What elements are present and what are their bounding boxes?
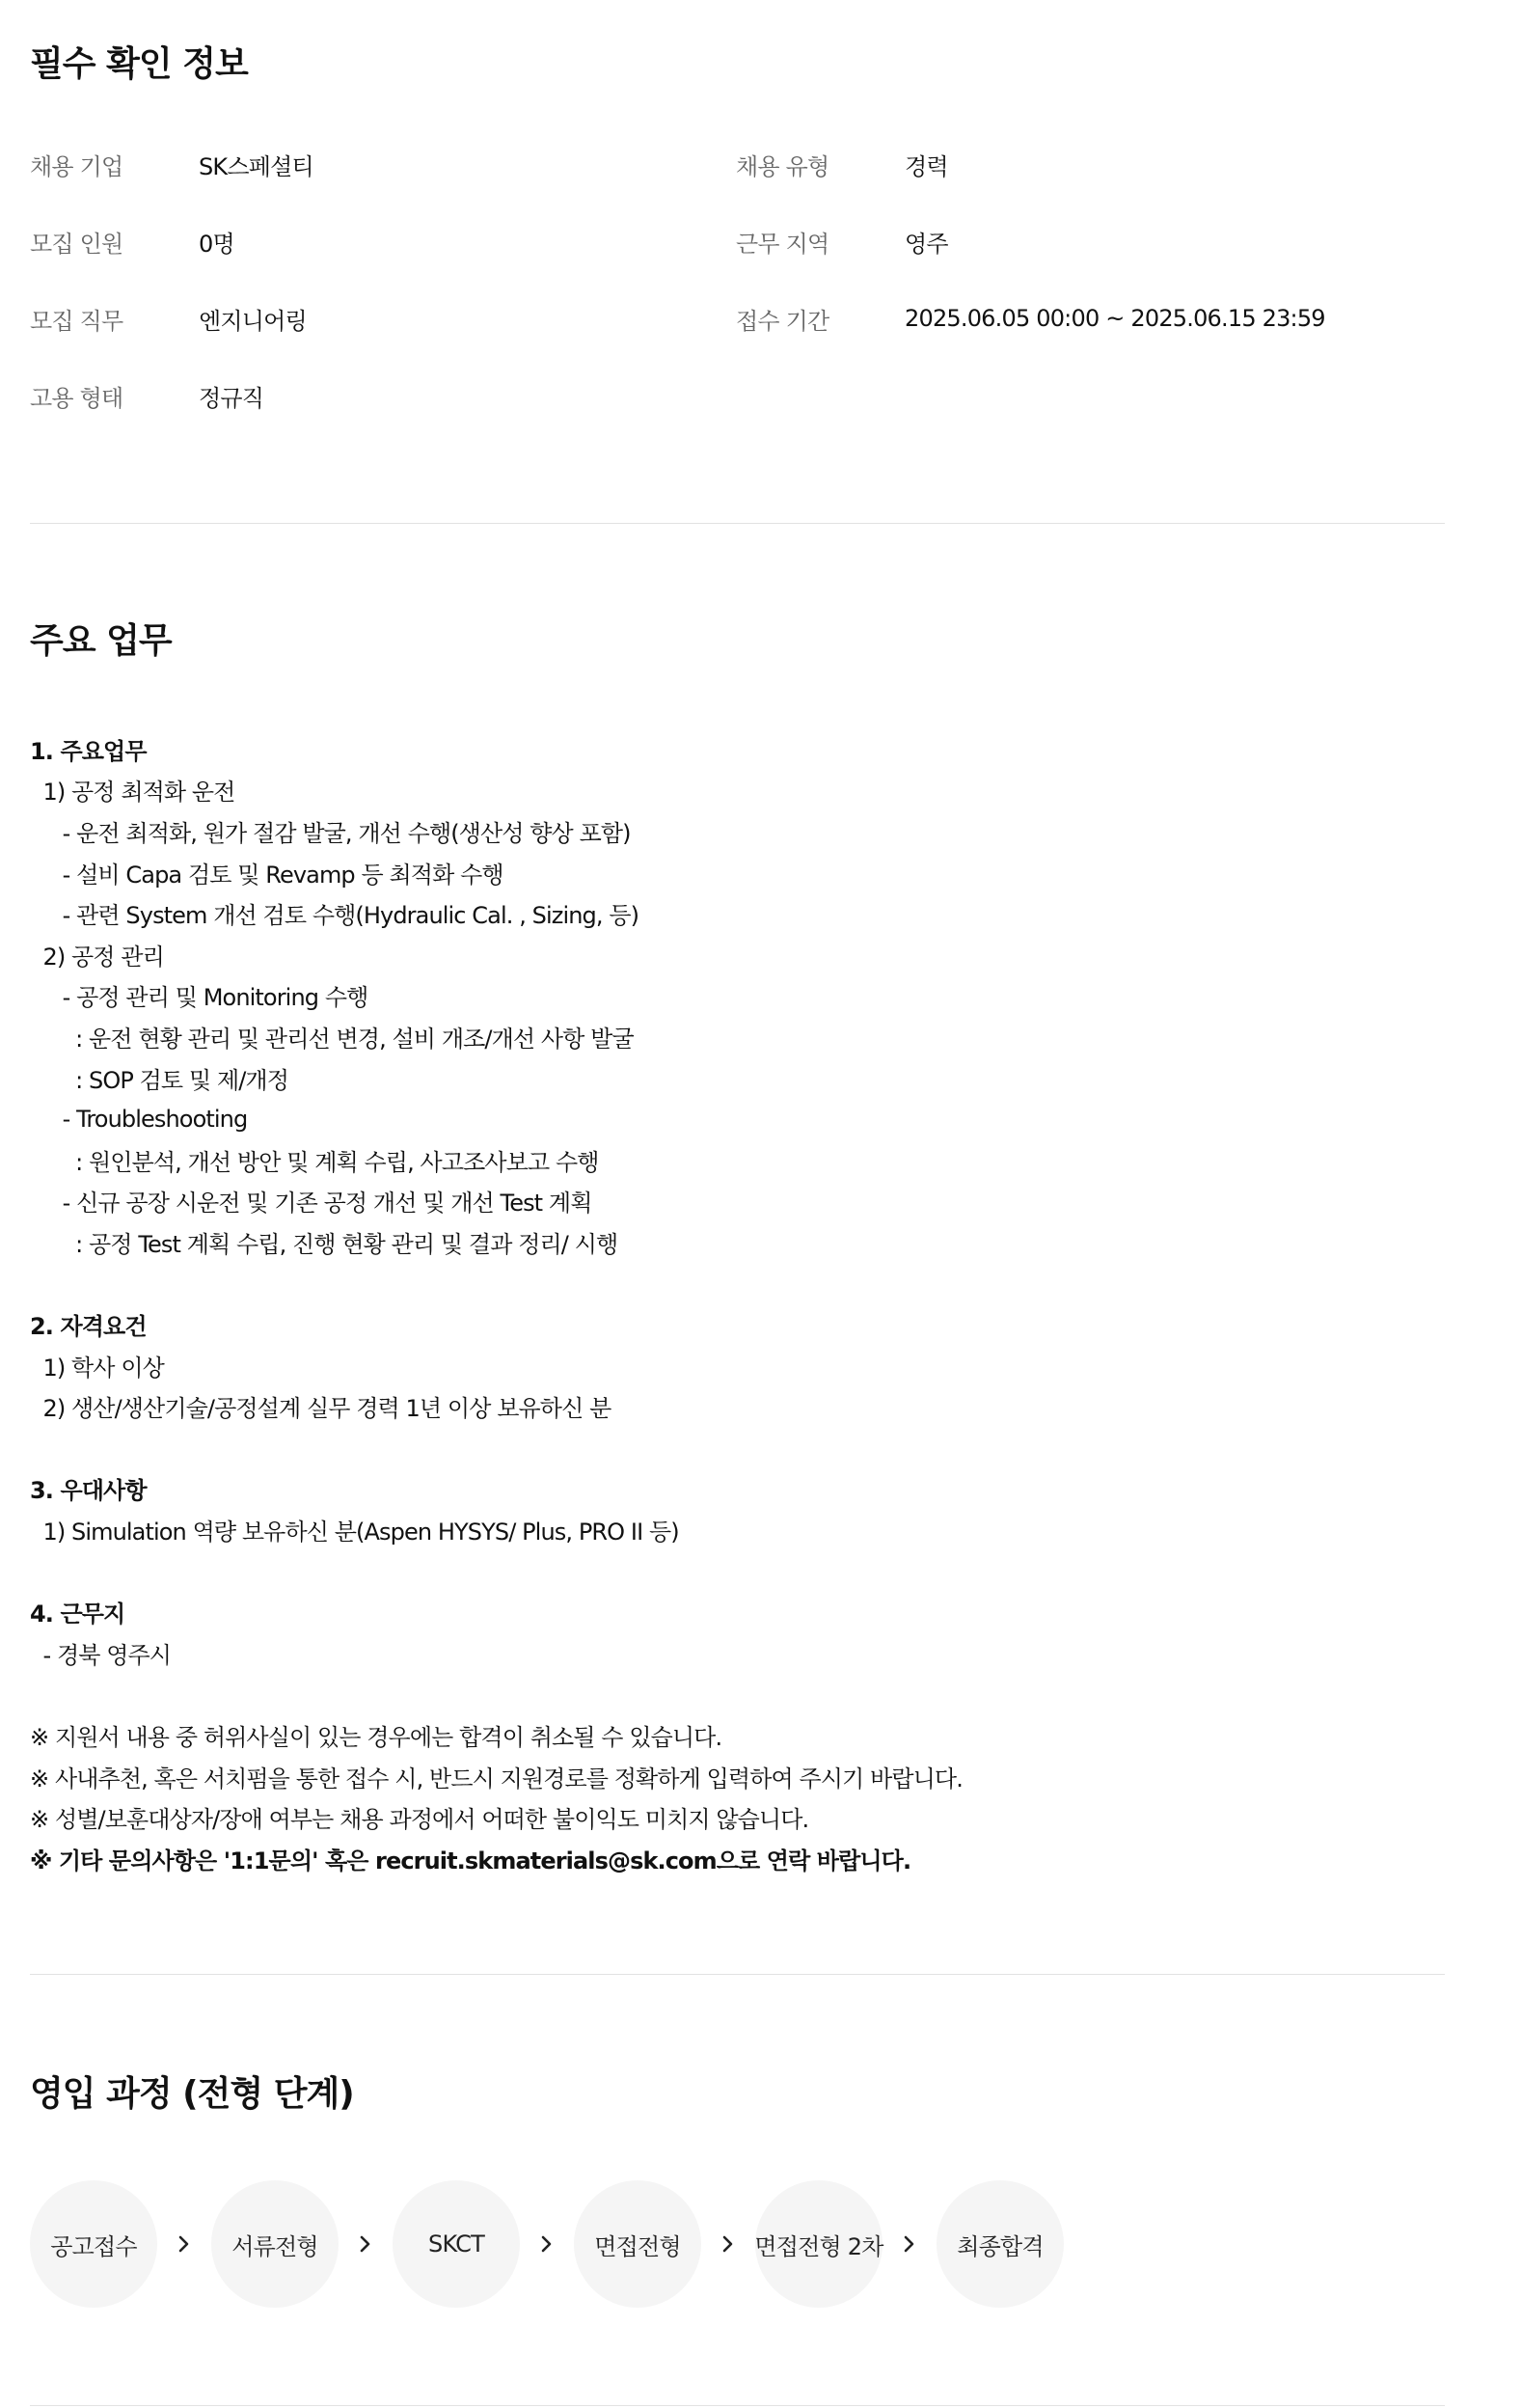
- duties-heading: ※ 기타 문의사항은 '1:1문의' 혹은 recruit.skmaterials@sk.com으로 연락 바랍니다.: [30, 1847, 911, 1874]
- duties-body: [30, 728, 1445, 1879]
- process-step: [393, 2180, 520, 2308]
- blank-line: [30, 1674, 1445, 1715]
- info-label: 채용 기업: [30, 152, 123, 180]
- duties-line: 1) Simulation 역량 보유하신 분(Aspen HYSYS/ Plus, PRO II 등): [30, 1519, 679, 1546]
- duties-line: : SOP 검토 및 제/개정: [30, 1066, 288, 1094]
- section-divider: [30, 1974, 1445, 1975]
- blank-line: [30, 1550, 1445, 1592]
- duties-line: 1) 공정 최적화 운전: [30, 779, 235, 807]
- duties-line: 2) 생산/생산기술/공정설계 실무 경력 1년 이상 보유하신 분: [30, 1395, 611, 1423]
- info-value: 경력: [905, 152, 948, 180]
- duties-line: 1) 학사 이상: [30, 1354, 164, 1382]
- info-label: 접수 기간: [736, 307, 829, 335]
- section-divider: [30, 2405, 1445, 2406]
- duties-line: - Troubleshooting: [30, 1105, 248, 1133]
- duties-heading: 1. 주요업무: [30, 737, 147, 765]
- process-step-label: 최종합격: [937, 2180, 1064, 2308]
- info-value: 영주: [905, 230, 948, 258]
- process-step-label: 서류전형: [211, 2180, 339, 2308]
- duties-line: ※ 사내추천, 혹은 서치펌을 통한 접수 시, 반드시 지원경로를 정확하게 입력하여 주시기 바랍니다.: [30, 1765, 963, 1792]
- process-step-label: 공고접수: [30, 2180, 157, 2308]
- process-step-label: 면접전형 2차: [755, 2180, 883, 2308]
- info-value: 0명: [199, 230, 234, 258]
- info-label: 채용 유형: [736, 152, 829, 180]
- required-info-title: 필수 확인 정보: [30, 44, 248, 84]
- info-label: 모집 직무: [30, 307, 123, 335]
- process-step: [574, 2180, 701, 2308]
- duties-heading: 4. 근무지: [30, 1601, 125, 1628]
- duties-line: - 공정 관리 및 Monitoring 수행: [30, 984, 368, 1012]
- chevron-right-icon: [715, 2230, 742, 2258]
- info-label: 모집 인원: [30, 230, 123, 258]
- duties-heading: 2. 자격요건: [30, 1313, 147, 1341]
- process-title: 영입 과정 (전형 단계): [30, 2074, 354, 2114]
- duties-heading: 3. 우대사항: [30, 1477, 147, 1505]
- info-row: [30, 376, 1445, 415]
- section-divider: [30, 523, 1445, 524]
- info-value: 2025.06.05 00:00 ~ 2025.06.15 23:59: [905, 305, 1325, 332]
- duties-line: - 운전 최적화, 원가 절감 발굴, 개선 수행(생산성 향상 포함): [30, 819, 631, 847]
- info-label: 고용 형태: [30, 384, 123, 412]
- process-step-label: 면접전형: [574, 2180, 701, 2308]
- process-step: [937, 2180, 1064, 2308]
- process-step: [211, 2180, 339, 2308]
- duties-line: - 경북 영주시: [30, 1641, 172, 1669]
- duties-line: 2) 공정 관리: [30, 943, 164, 971]
- chevron-right-icon: [352, 2230, 379, 2258]
- info-value: 정규직: [199, 384, 264, 412]
- blank-line: [30, 1427, 1445, 1468]
- duties-line: - 관련 System 개선 검토 수행(Hydraulic Cal. , Sizing, 등): [30, 902, 639, 930]
- process-step: [755, 2180, 883, 2308]
- duties-line: ※ 성별/보훈대상자/장애 여부는 채용 과정에서 어떠한 불이익도 미치지 않습니다.: [30, 1806, 809, 1834]
- duties-title: 주요 업무: [30, 621, 172, 661]
- chevron-right-icon: [171, 2230, 198, 2258]
- blank-line: [30, 1263, 1445, 1304]
- process-steps: [30, 2180, 1445, 2308]
- duties-line: ※ 지원서 내용 중 허위사실이 있는 경우에는 합격이 취소될 수 있습니다.: [30, 1724, 722, 1752]
- duties-line: - 설비 Capa 검토 및 Revamp 등 최적화 수행: [30, 861, 503, 889]
- info-value: SK스페셜티: [199, 152, 313, 180]
- chevron-right-icon: [533, 2230, 560, 2258]
- info-value: 엔지니어링: [199, 307, 307, 335]
- duties-line: - 신규 공장 시운전 및 기존 공정 개선 및 개선 Test 계획: [30, 1190, 592, 1218]
- duties-line: : 원인분석, 개선 방안 및 계획 수립, 사고조사보고 수행: [30, 1148, 599, 1176]
- info-row: [30, 299, 1445, 338]
- info-label: 근무 지역: [736, 230, 829, 258]
- duties-line: : 공정 Test 계획 수립, 진행 현황 관리 및 결과 정리/ 시행: [30, 1230, 618, 1258]
- chevron-right-icon: [896, 2230, 923, 2258]
- process-step-label: SKCT: [393, 2180, 520, 2308]
- info-row: [30, 145, 1445, 183]
- info-row: [30, 222, 1445, 260]
- duties-line: : 운전 현황 관리 및 관리선 변경, 설비 개조/개선 사항 발굴: [30, 1025, 634, 1053]
- process-step: [30, 2180, 157, 2308]
